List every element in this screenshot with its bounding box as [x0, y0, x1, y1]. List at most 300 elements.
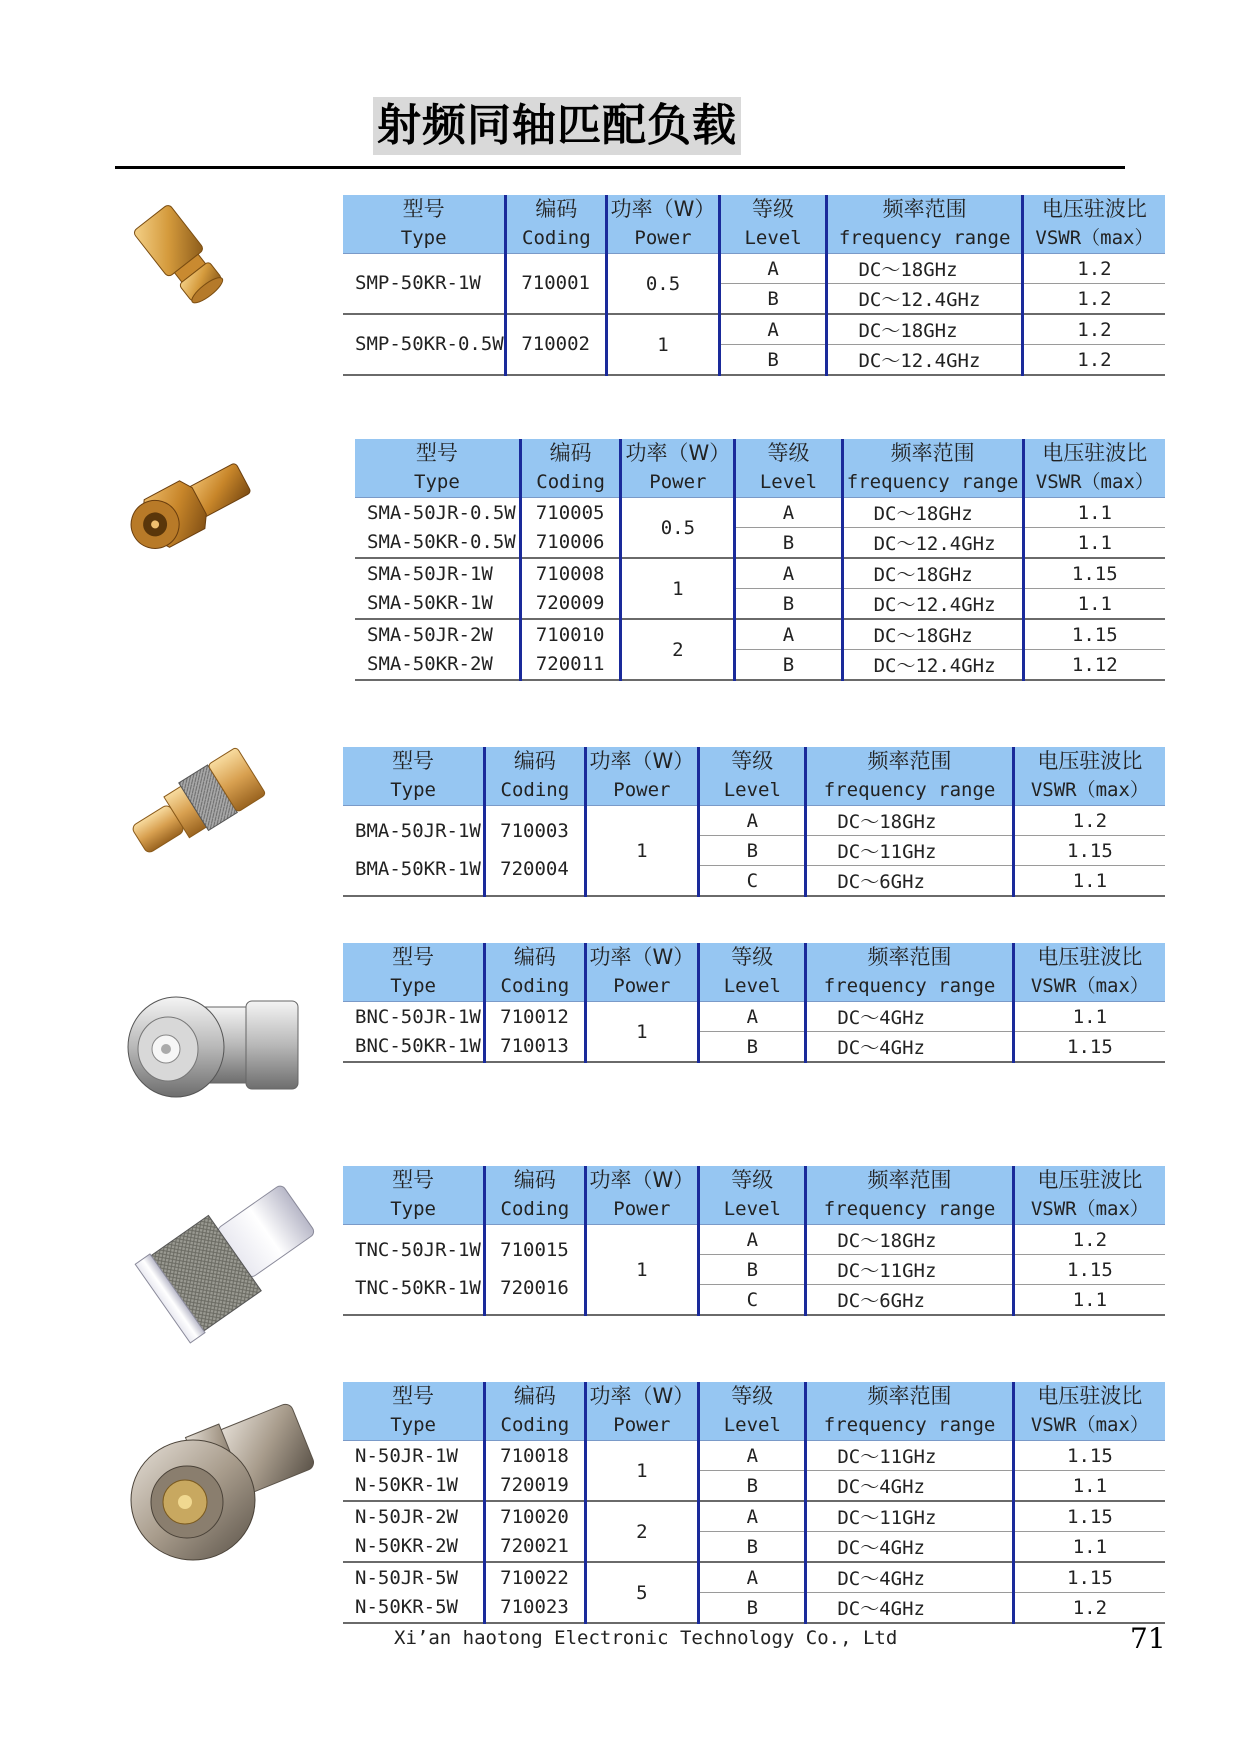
power-value: 1	[657, 333, 669, 356]
level-value: A	[782, 623, 795, 646]
column-header-zh: 编码	[513, 1168, 556, 1192]
level-value: A	[782, 501, 795, 524]
power-cell	[607, 254, 719, 315]
column-header	[343, 943, 485, 1002]
column-header	[842, 439, 1023, 498]
level-value: B	[746, 1258, 759, 1281]
column-header-en: Level	[723, 1198, 781, 1220]
column-header	[1013, 747, 1165, 806]
table-header-row	[343, 747, 1165, 806]
frequency-value: DC～4GHz	[837, 1568, 925, 1590]
frequency-value: DC～12.4GHz	[873, 533, 996, 555]
level-value: A	[746, 1005, 759, 1028]
level-value: B	[746, 1035, 759, 1058]
frequency-cell	[842, 650, 1023, 681]
column-header	[806, 1166, 1013, 1225]
model-number: N-50JR-2W	[355, 1505, 458, 1528]
model-cell	[343, 806, 485, 897]
level-cell	[699, 1032, 806, 1063]
column-header-en: Power	[613, 1198, 671, 1220]
column-header-en: Coding	[500, 779, 570, 801]
level-value: B	[767, 348, 779, 371]
power-cell	[585, 1225, 699, 1316]
column-header	[806, 943, 1013, 1002]
column-header	[355, 439, 520, 498]
model-cell	[355, 498, 520, 559]
vswr-cell	[1013, 1285, 1165, 1316]
column-header-zh: 编码	[535, 197, 578, 221]
page-title: 射频同轴匹配负载	[377, 100, 737, 151]
level-value: C	[746, 869, 759, 892]
vswr-cell	[1022, 345, 1165, 376]
vswr-cell	[1013, 1471, 1165, 1502]
model-number: SMA-50KR-1W	[367, 591, 493, 614]
column-header-zh: 编码	[513, 1384, 556, 1408]
column-header	[719, 195, 827, 254]
vswr-cell	[1023, 589, 1165, 620]
vswr-cell	[1013, 1225, 1165, 1255]
vswr-cell	[1023, 528, 1165, 559]
frequency-cell	[827, 314, 1022, 345]
model-number: N-50JR-1W	[355, 1444, 458, 1467]
power-value: 2	[672, 638, 684, 661]
spec-table-bma	[343, 747, 1165, 897]
frequency-value: DC～6GHz	[837, 1290, 925, 1312]
column-header-en: frequency range	[823, 779, 996, 801]
column-header	[585, 1382, 699, 1441]
column-header-en: Coding	[522, 227, 591, 249]
vswr-cell	[1023, 619, 1165, 650]
table-row	[343, 806, 1165, 836]
coding-number: 720011	[535, 652, 605, 675]
column-header-zh: 频率范围	[882, 197, 967, 221]
level-value: C	[746, 1288, 759, 1311]
table-row	[355, 498, 1165, 528]
level-cell	[735, 619, 842, 650]
model-number: SMA-50JR-2W	[367, 623, 493, 646]
vswr-value: 1.2	[1077, 348, 1112, 371]
table-row	[355, 558, 1165, 589]
column-header-zh: 型号	[392, 749, 435, 773]
frequency-cell	[842, 558, 1023, 589]
vswr-value: 1.2	[1072, 1228, 1108, 1251]
column-header	[735, 439, 842, 498]
column-header-zh: 等级	[731, 945, 774, 969]
level-cell	[699, 1562, 806, 1593]
column-header-zh: 功率（W）	[610, 197, 716, 221]
vswr-value: 1.2	[1077, 287, 1112, 310]
column-header-en: VSWR（max）	[1035, 471, 1154, 493]
column-header-zh: 等级	[731, 749, 774, 773]
table-header-row	[343, 195, 1165, 254]
vswr-cell	[1013, 1593, 1165, 1624]
model-cell	[355, 558, 520, 619]
tnc-connector-image	[125, 1172, 325, 1347]
model-cell	[343, 1562, 485, 1623]
power-cell	[621, 498, 735, 559]
vswr-value: 1.1	[1077, 531, 1112, 554]
frequency-cell	[806, 806, 1013, 836]
level-value: B	[746, 1596, 759, 1619]
frequency-cell	[806, 866, 1013, 897]
coding-cell	[485, 806, 585, 897]
column-header-en: Level	[759, 471, 818, 493]
table-row	[343, 314, 1165, 345]
level-cell	[735, 650, 842, 681]
column-header-en: VSWR（max）	[1030, 779, 1149, 801]
frequency-value: DC～11GHz	[837, 841, 937, 863]
table-row	[343, 1225, 1165, 1255]
frequency-value: DC～12.4GHz	[858, 289, 981, 311]
vswr-value: 1.2	[1077, 257, 1112, 280]
coding-number: 720021	[500, 1534, 569, 1557]
frequency-value: DC～4GHz	[837, 1007, 925, 1029]
column-header-zh: 电压驻波比	[1041, 197, 1147, 221]
column-header-en: VSWR（max）	[1030, 1414, 1149, 1436]
power-value: 5	[636, 1581, 648, 1604]
column-header-en: VSWR（max）	[1030, 975, 1149, 997]
vswr-value: 1.1	[1077, 592, 1112, 615]
column-header-en: VSWR（max）	[1035, 227, 1154, 249]
level-cell	[735, 589, 842, 620]
coding-number: 710003	[500, 819, 569, 842]
level-cell	[719, 345, 827, 376]
column-header	[585, 747, 699, 806]
coding-cell	[520, 619, 621, 680]
column-header-zh: 频率范围	[867, 749, 952, 773]
coding-number: 710022	[500, 1566, 569, 1589]
frequency-cell	[806, 1441, 1013, 1471]
column-header-zh: 电压驻波比	[1037, 945, 1143, 969]
vswr-value: 1.15	[1067, 839, 1113, 862]
column-header-zh: 功率（W）	[589, 1168, 695, 1192]
frequency-value: DC～12.4GHz	[858, 350, 981, 372]
column-header-zh: 频率范围	[867, 1384, 952, 1408]
column-header	[585, 943, 699, 1002]
level-value: A	[767, 318, 779, 341]
model-number: N-50KR-5W	[355, 1595, 458, 1618]
column-header-zh: 型号	[392, 1384, 435, 1408]
level-value: B	[782, 653, 795, 676]
frequency-cell	[806, 1032, 1013, 1063]
frequency-value: DC～11GHz	[837, 1507, 937, 1529]
vswr-cell	[1013, 1501, 1165, 1532]
model-number: SMP-50KR-0.5W	[355, 333, 504, 355]
model-number: TNC-50KR-1W	[355, 1277, 481, 1300]
column-header	[699, 1382, 806, 1441]
frequency-value: DC～12.4GHz	[873, 655, 996, 677]
vswr-cell	[1013, 1255, 1165, 1285]
column-header-zh: 型号	[415, 441, 458, 465]
column-header-en: Power	[634, 227, 692, 249]
level-cell	[719, 254, 827, 284]
column-header-zh: 电压驻波比	[1037, 749, 1143, 773]
coding-number: 710010	[535, 623, 605, 646]
page-number: 71	[1130, 1622, 1166, 1655]
power-value: 0.5	[660, 516, 696, 539]
coding-number: 710015	[500, 1238, 569, 1261]
title-box	[373, 97, 741, 155]
model-cell	[343, 1441, 485, 1502]
column-header	[485, 943, 585, 1002]
coding-number: 720016	[500, 1277, 569, 1300]
frequency-cell	[806, 1593, 1013, 1624]
power-value: 2	[636, 1520, 648, 1543]
column-header	[827, 195, 1022, 254]
frequency-value: DC～4GHz	[837, 1537, 925, 1559]
column-header-zh: 功率（W）	[589, 945, 695, 969]
coding-number: 720004	[500, 858, 569, 881]
column-header-zh: 电压驻波比	[1037, 1168, 1143, 1192]
model-number: N-50KR-1W	[355, 1473, 458, 1496]
column-header	[607, 195, 719, 254]
frequency-cell	[806, 1255, 1013, 1285]
frequency-cell	[827, 284, 1022, 315]
vswr-cell	[1013, 1441, 1165, 1471]
frequency-cell	[842, 498, 1023, 528]
vswr-cell	[1013, 1562, 1165, 1593]
coding-cell	[520, 558, 621, 619]
coding-cell	[485, 1002, 585, 1063]
title-underline	[115, 166, 1125, 169]
vswr-value: 1.2	[1072, 809, 1108, 832]
frequency-cell	[806, 1002, 1013, 1032]
frequency-value: DC～12.4GHz	[873, 594, 996, 616]
column-header-zh: 电压驻波比	[1037, 1384, 1143, 1408]
column-header	[343, 747, 485, 806]
column-header-zh: 电压驻波比	[1042, 441, 1148, 465]
vswr-cell	[1023, 558, 1165, 589]
vswr-cell	[1013, 1032, 1165, 1063]
column-header-en: frequency range	[838, 227, 1011, 249]
power-value: 1	[636, 1258, 648, 1281]
level-value: A	[746, 1228, 759, 1251]
level-cell	[699, 1532, 806, 1563]
column-header-zh: 型号	[402, 197, 445, 221]
column-header-zh: 等级	[731, 1384, 774, 1408]
level-cell	[699, 836, 806, 866]
level-value: A	[746, 1505, 759, 1528]
table-row	[343, 1501, 1165, 1532]
column-header-en: Coding	[500, 1198, 570, 1220]
level-cell	[735, 528, 842, 559]
level-cell	[699, 806, 806, 836]
column-header	[506, 195, 607, 254]
level-cell	[699, 1002, 806, 1032]
vswr-cell	[1013, 836, 1165, 866]
coding-number: 710020	[500, 1505, 569, 1528]
vswr-value: 1.15	[1067, 1505, 1113, 1528]
vswr-value: 1.12	[1071, 653, 1118, 676]
column-header-zh: 频率范围	[890, 441, 975, 465]
level-value: B	[782, 592, 795, 615]
column-header	[1023, 439, 1165, 498]
column-header-en: Level	[723, 975, 781, 997]
level-cell	[735, 498, 842, 528]
column-header	[806, 1382, 1013, 1441]
column-header-en: frequency range	[846, 471, 1019, 493]
power-cell	[607, 314, 719, 375]
frequency-value: DC～18GHz	[873, 625, 973, 647]
table-header-row	[343, 943, 1165, 1002]
model-number: N-50KR-2W	[355, 1534, 458, 1557]
column-header	[585, 1166, 699, 1225]
vswr-value: 1.2	[1077, 318, 1112, 341]
column-header-en: Level	[723, 779, 781, 801]
frequency-cell	[842, 589, 1023, 620]
sma-connector-image	[125, 455, 265, 565]
frequency-value: DC～11GHz	[837, 1446, 937, 1468]
coding-number: 720009	[535, 591, 605, 614]
table-row	[343, 254, 1165, 284]
model-number: BNC-50KR-1W	[355, 1034, 481, 1057]
column-header-zh: 功率（W）	[625, 441, 731, 465]
frequency-value: DC～18GHz	[858, 259, 958, 281]
column-header-en: Type	[390, 1414, 436, 1436]
frequency-cell	[827, 254, 1022, 284]
frequency-cell	[806, 1225, 1013, 1255]
level-cell	[699, 1471, 806, 1502]
column-header-en: Type	[390, 1198, 436, 1220]
vswr-value: 1.1	[1077, 501, 1112, 524]
level-value: A	[767, 257, 779, 280]
model-cell	[343, 254, 506, 315]
frequency-cell	[827, 345, 1022, 376]
frequency-value: DC～4GHz	[837, 1598, 925, 1620]
frequency-value: DC～18GHz	[837, 1230, 937, 1252]
level-cell	[699, 1501, 806, 1532]
vswr-value: 1.15	[1071, 623, 1118, 646]
column-header	[699, 1166, 806, 1225]
vswr-cell	[1023, 650, 1165, 681]
column-header	[485, 1166, 585, 1225]
frequency-value: DC～6GHz	[837, 871, 925, 893]
column-header	[343, 195, 506, 254]
power-value: 1	[636, 839, 648, 862]
vswr-cell	[1013, 1002, 1165, 1032]
column-header	[699, 747, 806, 806]
column-header-en: Type	[390, 975, 436, 997]
frequency-cell	[806, 1562, 1013, 1593]
coding-number: 710006	[535, 530, 605, 553]
frequency-cell	[806, 1532, 1013, 1563]
model-number: SMA-50KR-2W	[367, 652, 493, 675]
power-value: 1	[636, 1020, 648, 1043]
power-value: 0.5	[645, 272, 681, 295]
level-cell	[699, 1225, 806, 1255]
power-cell	[621, 558, 735, 619]
coding-cell	[506, 314, 607, 375]
model-number: N-50JR-5W	[355, 1566, 458, 1589]
table-header-row	[343, 1166, 1165, 1225]
coding-cell	[520, 498, 621, 559]
vswr-value: 1.15	[1067, 1444, 1113, 1467]
column-header-en: frequency range	[823, 1198, 996, 1220]
frequency-value: DC～18GHz	[837, 811, 937, 833]
column-header-en: Power	[613, 1414, 671, 1436]
power-cell	[621, 619, 735, 680]
table-row	[343, 1562, 1165, 1593]
level-cell	[699, 866, 806, 897]
column-header	[343, 1382, 485, 1441]
frequency-value: DC～4GHz	[837, 1476, 925, 1498]
vswr-cell	[1022, 254, 1165, 284]
column-header	[520, 439, 621, 498]
level-value: A	[746, 809, 759, 832]
column-header-zh: 等级	[767, 441, 810, 465]
column-header-en: Type	[414, 471, 460, 493]
model-number: TNC-50JR-1W	[355, 1238, 481, 1261]
coding-number: 720019	[500, 1473, 569, 1496]
coding-cell	[485, 1501, 585, 1562]
frequency-cell	[842, 619, 1023, 650]
column-header-en: Coding	[536, 471, 605, 493]
column-header-en: Power	[649, 471, 707, 493]
power-cell	[585, 1562, 699, 1623]
spec-table-n	[343, 1382, 1165, 1624]
frequency-value: DC～4GHz	[837, 1037, 925, 1059]
vswr-value: 1.1	[1072, 1288, 1108, 1311]
model-cell	[343, 1225, 485, 1316]
column-header-zh: 等级	[752, 197, 795, 221]
frequency-value: DC～18GHz	[873, 503, 973, 525]
vswr-value: 1.1	[1072, 869, 1108, 892]
power-cell	[585, 806, 699, 897]
column-header	[1022, 195, 1165, 254]
vswr-value: 1.15	[1071, 562, 1118, 585]
table-header-row	[343, 1382, 1165, 1441]
level-value: A	[782, 562, 795, 585]
column-header-en: Coding	[500, 975, 570, 997]
model-cell	[343, 314, 506, 375]
table-row	[355, 619, 1165, 650]
level-value: A	[746, 1566, 759, 1589]
power-cell	[585, 1002, 699, 1063]
frequency-cell	[806, 1285, 1013, 1316]
coding-cell	[485, 1441, 585, 1502]
column-header-zh: 功率（W）	[589, 1384, 695, 1408]
column-header-en: Type	[390, 779, 436, 801]
level-cell	[699, 1255, 806, 1285]
column-header-zh: 编码	[513, 749, 556, 773]
footer-company: Xi’an haotong Electronic Technology Co., Ltd	[394, 1627, 898, 1649]
model-cell	[343, 1002, 485, 1063]
column-header-en: Level	[744, 227, 802, 249]
column-header-en: Type	[400, 227, 447, 249]
column-header-en: frequency range	[823, 1414, 996, 1436]
table-row	[343, 1441, 1165, 1471]
level-cell	[699, 1441, 806, 1471]
vswr-cell	[1013, 806, 1165, 836]
frequency-cell	[806, 836, 1013, 866]
coding-number: 710002	[521, 333, 590, 355]
column-header-zh: 频率范围	[867, 1168, 952, 1192]
coding-cell	[485, 1225, 585, 1316]
level-cell	[735, 558, 842, 589]
n-connector-image	[125, 1392, 325, 1572]
column-header-en: VSWR（max）	[1030, 1198, 1149, 1220]
coding-number: 710005	[535, 501, 605, 524]
column-header-en: Level	[723, 1414, 781, 1436]
level-value: A	[746, 1444, 759, 1467]
model-cell	[355, 619, 520, 680]
vswr-cell	[1023, 498, 1165, 528]
level-value: B	[746, 839, 759, 862]
model-number: SMA-50JR-0.5W	[367, 501, 516, 524]
coding-number: 710008	[535, 562, 605, 585]
column-header	[1013, 1382, 1165, 1441]
power-value: 1	[636, 1459, 648, 1482]
